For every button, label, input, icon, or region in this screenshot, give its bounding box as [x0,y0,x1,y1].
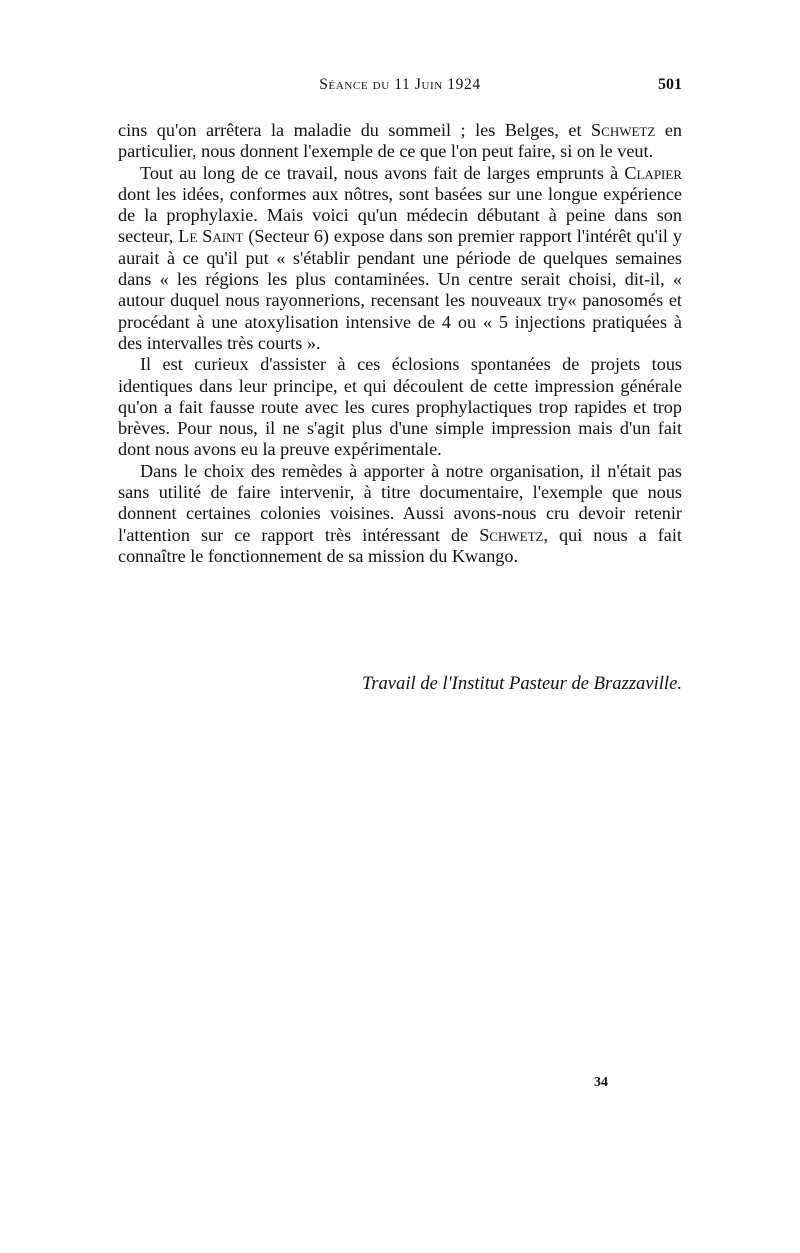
paragraph-1-text-b: en particulier, nous donnent l'exemple de ce que l'on peut faire, si on le veut. [118,120,682,162]
paragraph-2-text-a: Tout au long de ce travail, nous avons fait de larges emprunts à [140,162,625,183]
paragraph-3: Il est curieux d'assister à ces éclosions spontanées de projets tous identiques dans leur principe, et qui découlent de cette impression générale qu'on a fait fausse route avec les cures prophylactiques trop rapides et trop brèves. Pour nous, il ne s'agit plus d'une simple impression mais d'un fait dont nous avons eu la preuve expérimentale. [118,354,682,460]
author-name-le-saint: Le Saint [178,226,244,247]
page-header [118,76,682,100]
author-name-schwetz-2: Schwetz [479,524,544,545]
paragraph-4-text-a: Dans le choix des remèdes à apporter à notre organisation, il n'était pas sans utilité de faire intervenir, à titre documentaire, l'exemple que nous donnent certaines colonies voisines. Aussi avons-nous cru devoir retenir l'attention sur ce rapport très intéressant de [118,460,682,545]
author-name-clapier: Clapier [624,162,682,183]
signature-line: Travail de l'Institut Pasteur de Brazzaville. [361,673,682,694]
paragraph-2 [118,163,682,355]
paragraph-4-text-b: , qui nous a fait connaître le fonctionnement de sa mission du Kwango. [118,524,682,566]
paragraph-2-text-c: (Secteur 6) expose dans son premier rapport l'intérêt qu'il y aurait à ce qu'il put « s'établir pendant une période de quelques semaines dans « les régions les plus contaminées. Un centre serait choisi, dit-il, « autour duquel nous rayonnerions, recensant les nouveaux try« panosomés et procédant à une atoxylisation intensive de 4 ou « 5 injections pratiquées à des intervalles très courts ». [118,226,682,353]
author-name-schwetz: Schwetz [591,120,656,140]
page-number: 501 [658,76,682,93]
paragraph-2-text-b: dont les idées, conformes aux nôtres, sont basées sur une longue expérience de la prophylaxie. Mais voici qu'un médecin débutant à peine dans son secteur, [118,183,682,247]
paragraph-4 [118,461,682,567]
running-head: Séance du 11 Juin 1924 [319,76,481,93]
paragraph-1 [118,120,682,163]
signature-sheet-number: 34 [594,1075,608,1090]
body-text [118,120,682,567]
paragraph-1-text-a: cins qu'on arrêtera la maladie du sommeil ; les Belges, et [118,120,592,140]
